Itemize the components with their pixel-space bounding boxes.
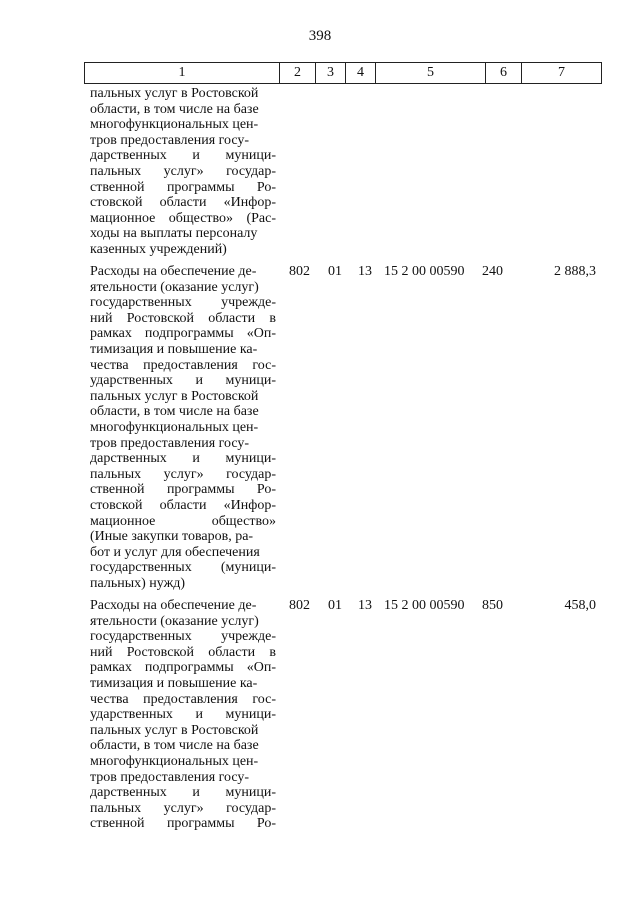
description-line: бот и услуг для обеспечения bbox=[90, 544, 260, 560]
column-header-5: 5 bbox=[375, 63, 485, 83]
description-line: стовской области «Инфор- bbox=[90, 497, 276, 513]
description-line: тров предоставления госу- bbox=[90, 769, 250, 785]
description-line: ударственных и муници- bbox=[90, 707, 276, 723]
description-line: (Иные закупки товаров, ра- bbox=[90, 529, 254, 545]
description-line: пальных услуг в Ростовской bbox=[90, 86, 259, 101]
row-2-col7: 458,0 bbox=[564, 598, 596, 613]
column-header-7: 7 bbox=[521, 63, 601, 83]
description-line: рамках подпрограммы «Оп- bbox=[90, 326, 276, 342]
description-line: пальных услуг» государ- bbox=[90, 163, 276, 179]
row-1-col3: 01 bbox=[328, 264, 342, 279]
description-line: тров предоставления госу- bbox=[90, 435, 250, 451]
row-2-col4: 13 bbox=[358, 598, 372, 613]
description-line: казенных учреждений) bbox=[90, 241, 227, 257]
description-line: ственной программы Ро- bbox=[90, 816, 276, 832]
column-header-3: 3 bbox=[315, 63, 345, 83]
description-line: государственных (муници- bbox=[90, 560, 276, 576]
description-line: пальных услуг в Ростовской bbox=[90, 388, 259, 404]
description-line: рамках подпрограммы «Оп- bbox=[90, 660, 276, 676]
row-1-col2: 802 bbox=[289, 264, 310, 279]
description-line: чества предоставления гос- bbox=[90, 691, 276, 707]
description-line: ятельности (оказание услуг) bbox=[90, 279, 259, 295]
column-header-6: 6 bbox=[485, 63, 521, 83]
table-header-row bbox=[84, 62, 602, 84]
description-line: пальных услуг» государ- bbox=[90, 800, 276, 816]
description-line: тимизация и повышение ка- bbox=[90, 341, 258, 357]
description-line: Расходы на обеспечение де- bbox=[90, 264, 257, 279]
row-1-col6: 240 bbox=[482, 264, 503, 279]
description-line: Расходы на обеспечение де- bbox=[90, 598, 257, 613]
row-1-col7: 2 888,3 bbox=[554, 264, 596, 279]
description-line: области, в том числе на базе bbox=[90, 404, 259, 420]
description-line: многофункциональных цен- bbox=[90, 117, 259, 133]
description-line: ходы на выплаты персоналу bbox=[90, 226, 258, 242]
description-line: многофункциональных цен- bbox=[90, 753, 259, 769]
description-line: мационное общество» (Рас- bbox=[90, 210, 276, 226]
page-number: 398 bbox=[308, 28, 332, 44]
description-line: ственной программы Ро- bbox=[90, 482, 276, 498]
row-2-description bbox=[90, 598, 276, 832]
row-1-description bbox=[90, 264, 276, 591]
description-line: дарственных и муници- bbox=[90, 785, 276, 801]
description-line: области, в том числе на базе bbox=[90, 738, 259, 754]
description-line: ний Ростовской области в bbox=[90, 310, 276, 326]
description-line: ударственных и муници- bbox=[90, 373, 276, 389]
description-line: пальных услуг» государ- bbox=[90, 466, 276, 482]
description-line: тров предоставления госу- bbox=[90, 132, 250, 148]
description-line: пальных услуг в Ростовской bbox=[90, 722, 259, 738]
row-2-col2: 802 bbox=[289, 598, 310, 613]
description-line: мационное общество» bbox=[90, 513, 276, 529]
description-line: государственных учрежде- bbox=[90, 629, 276, 645]
description-line: пальных) нужд) bbox=[90, 575, 186, 591]
description-line: ятельности (оказание услуг) bbox=[90, 613, 259, 629]
continued-row-description bbox=[90, 86, 276, 258]
description-line: области, в том числе на базе bbox=[90, 101, 259, 117]
description-line: государственных учрежде- bbox=[90, 295, 276, 311]
row-2-col6: 850 bbox=[482, 598, 503, 613]
row-1-col4: 13 bbox=[358, 264, 372, 279]
row-2-col5: 15 2 00 00590 bbox=[384, 598, 465, 613]
column-header-1: 1 bbox=[178, 65, 186, 80]
row-1-col5: 15 2 00 00590 bbox=[384, 264, 465, 279]
row-2-col3: 01 bbox=[328, 598, 342, 613]
description-line: чества предоставления гос- bbox=[90, 357, 276, 373]
description-line: дарственных и муници- bbox=[90, 148, 276, 164]
description-line: дарственных и муници- bbox=[90, 451, 276, 467]
description-line: многофункциональных цен- bbox=[90, 419, 259, 435]
column-header-2: 2 bbox=[279, 63, 315, 83]
description-line: ний Ростовской области в bbox=[90, 644, 276, 660]
column-header-4: 4 bbox=[345, 63, 375, 83]
description-line: стовской области «Инфор- bbox=[90, 195, 276, 211]
description-line: тимизация и повышение ка- bbox=[90, 675, 258, 691]
description-line: ственной программы Ро- bbox=[90, 179, 276, 195]
